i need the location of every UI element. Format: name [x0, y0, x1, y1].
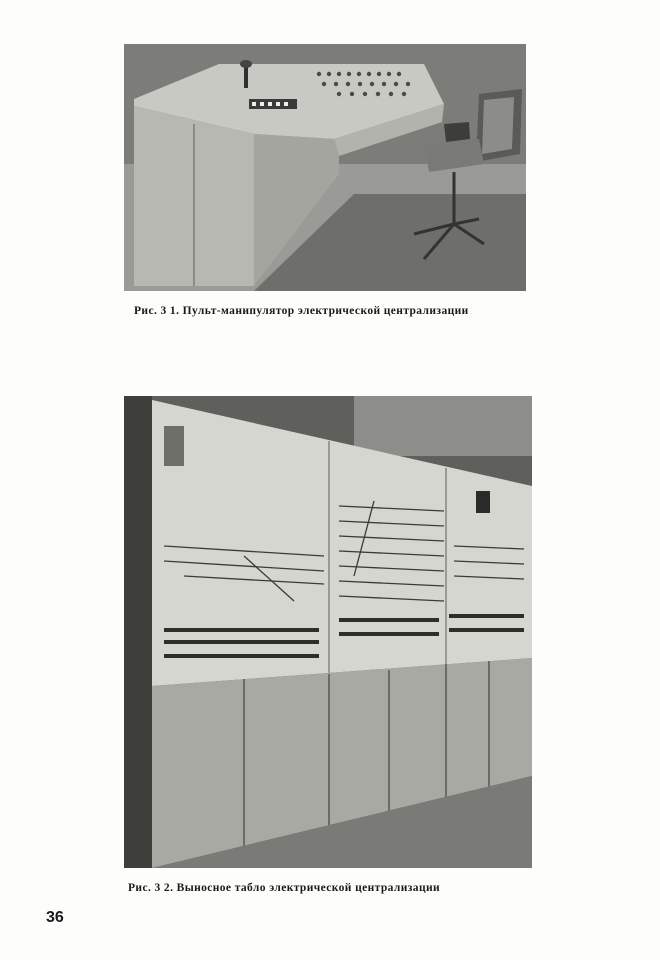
figure-32-photo	[124, 396, 532, 868]
control-desk-image	[124, 44, 526, 291]
figure-32-caption: Рис. 3 2. Выносное табло электрической централизации	[128, 882, 441, 894]
figure-31-caption: Рис. 3 1. Пульт-манипулятор электрической централизации	[134, 305, 469, 317]
figure-31-photo	[124, 44, 526, 291]
page-number: 36	[46, 909, 64, 926]
display-panel-image	[124, 396, 532, 868]
